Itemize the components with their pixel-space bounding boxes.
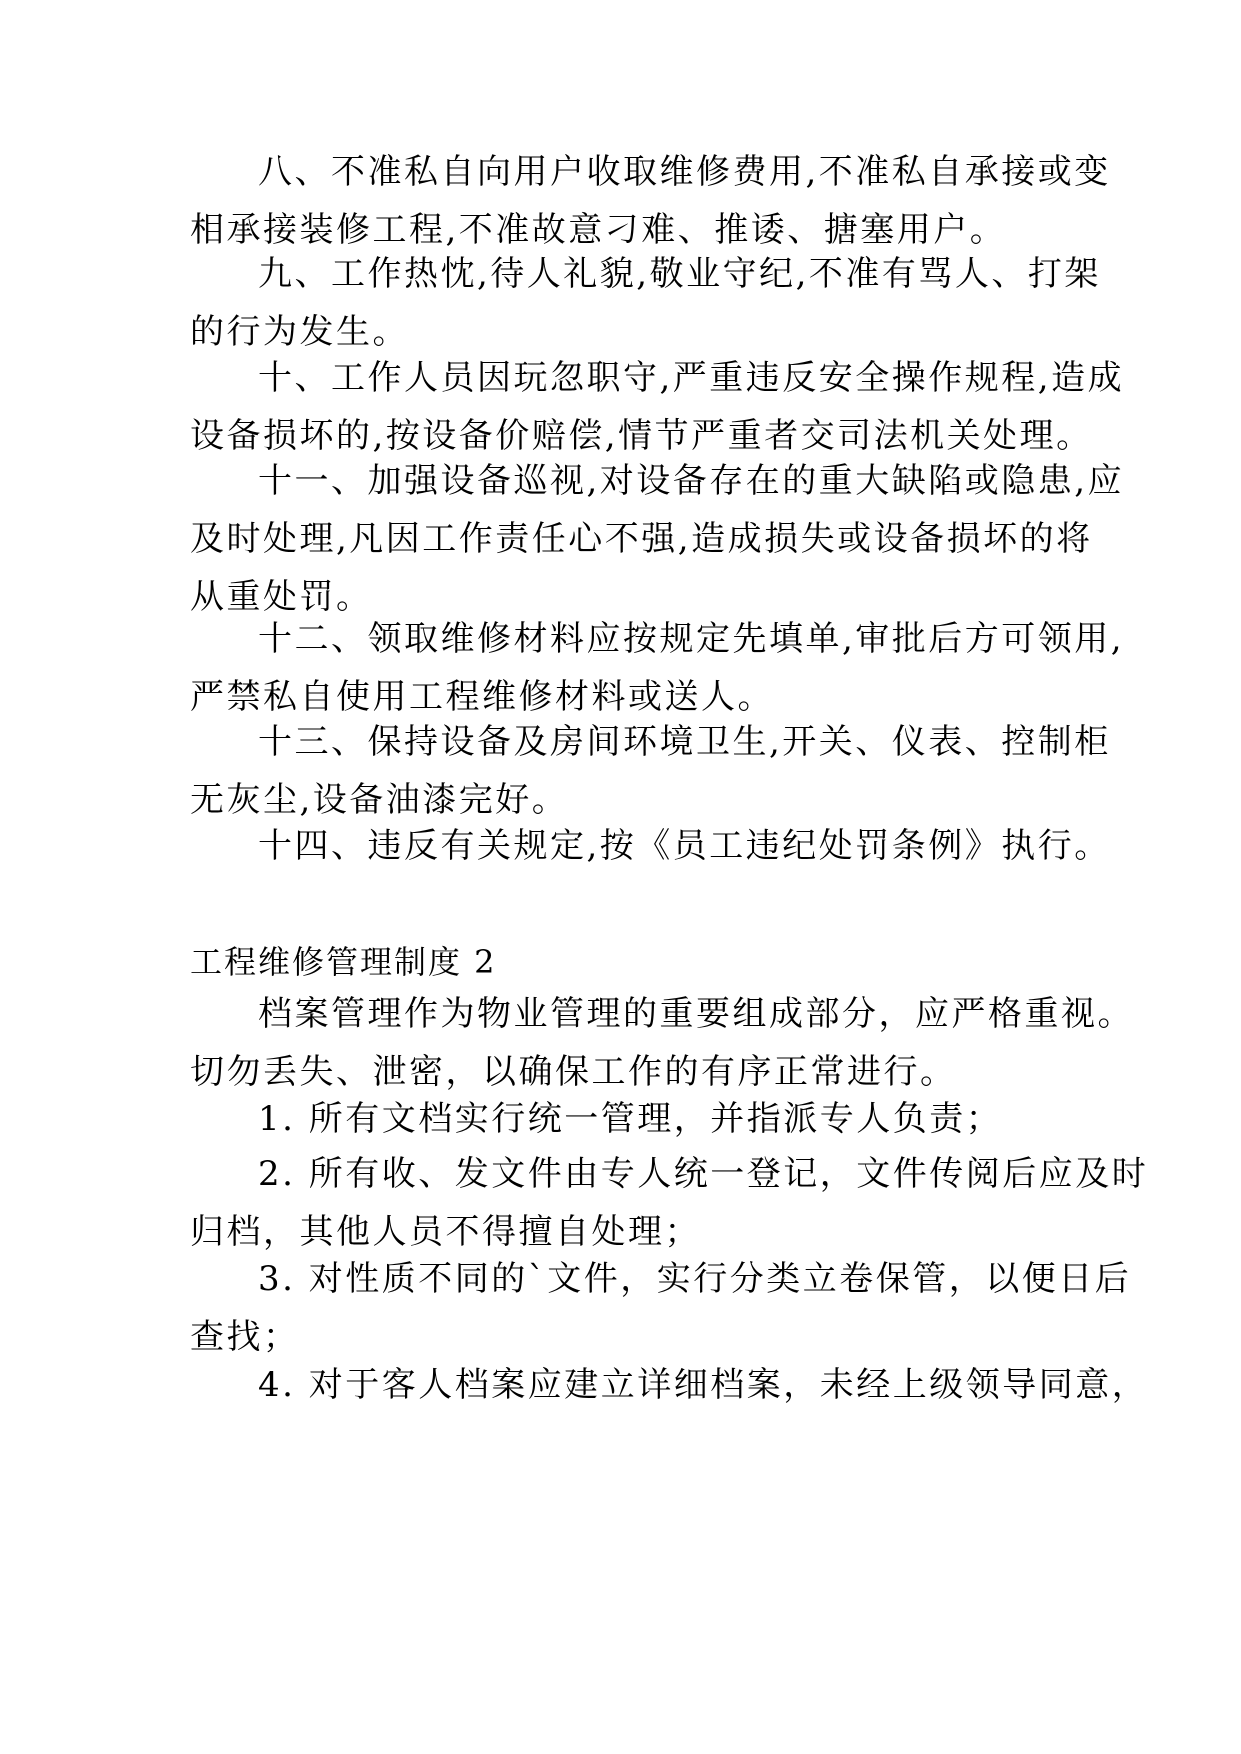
paragraph-line: 严禁私自使用工程维修材料或送人。 <box>190 677 774 717</box>
paragraph-line: 十二、领取维修材料应按规定先填单,审批后方可领用, <box>258 619 1125 659</box>
paragraph-line: 1. 所有文档实行统一管理，并指派专人负责； <box>258 1099 1003 1139</box>
paragraph-line: 3. 对性质不同的`文件，实行分类立卷保管，以便日后 <box>258 1259 1132 1299</box>
paragraph-line: 查找； <box>190 1317 300 1357</box>
paragraph-line: 设备损坏的,按设备价赔偿,情节严重者交司法机关处理。 <box>190 416 1093 456</box>
paragraph-line: 十三、保持设备及房间环境卫生,开关、仪表、控制柜 <box>258 722 1111 762</box>
section-paragraph-2 <box>190 1145 1149 1261</box>
paragraph-line: 十四、违反有关规定,按《员工违纪处罚条例》执行。 <box>258 826 1111 866</box>
paragraph-line: 十、工作人员因玩忽职守,严重违反安全操作规程,造成 <box>258 358 1125 398</box>
paragraph-line: 无灰尘,设备油漆完好。 <box>190 780 569 820</box>
paragraph-line: 4. 对于客人档案应建立详细档案，未经上级领导同意， <box>258 1365 1149 1405</box>
paragraph-line: 的行为发生。 <box>190 312 409 352</box>
paragraph-item-13 <box>190 713 1111 829</box>
section-paragraph-1 <box>190 1090 1070 1148</box>
paragraph-line: 切勿丢失、泄密，以确保工作的有序正常进行。 <box>190 1052 957 1092</box>
paragraph-item-10 <box>190 349 1125 465</box>
section-title: 工程维修管理制度 2 <box>190 943 497 981</box>
paragraph-item-8 <box>190 143 1111 259</box>
section-paragraph-3 <box>190 1250 1132 1366</box>
paragraph-item-14 <box>190 817 1111 875</box>
paragraph-line: 十一、加强设备巡视,对设备存在的重大缺陷或隐患,应 <box>258 461 1125 501</box>
paragraph-line: 档案管理作为物业管理的重要组成部分，应严格重视。 <box>258 994 1134 1034</box>
section-paragraph-intro <box>190 985 1134 1101</box>
paragraph-line: 归档，其他人员不得擅自处理； <box>190 1212 701 1252</box>
section-paragraph-4 <box>190 1356 1149 1414</box>
paragraph-item-9 <box>190 245 1101 361</box>
paragraph-line: 相承接装修工程,不准故意刁难、推诿、搪塞用户。 <box>190 210 1007 250</box>
paragraph-line: 及时处理,凡因工作责任心不强,造成损失或设备损坏的将 <box>190 519 1093 559</box>
paragraph-item-11 <box>190 452 1125 626</box>
paragraph-line: 2. 所有收、发文件由专人统一登记，文件传阅后应及时 <box>258 1154 1149 1194</box>
paragraph-line: 八、不准私自向用户收取维修费用,不准私自承接或变 <box>258 152 1111 192</box>
paragraph-item-12 <box>190 610 1125 726</box>
paragraph-line: 九、工作热忱,待人礼貌,敬业守纪,不准有骂人、打架 <box>258 254 1101 294</box>
paragraph-line: 从重处罚。 <box>190 577 373 617</box>
